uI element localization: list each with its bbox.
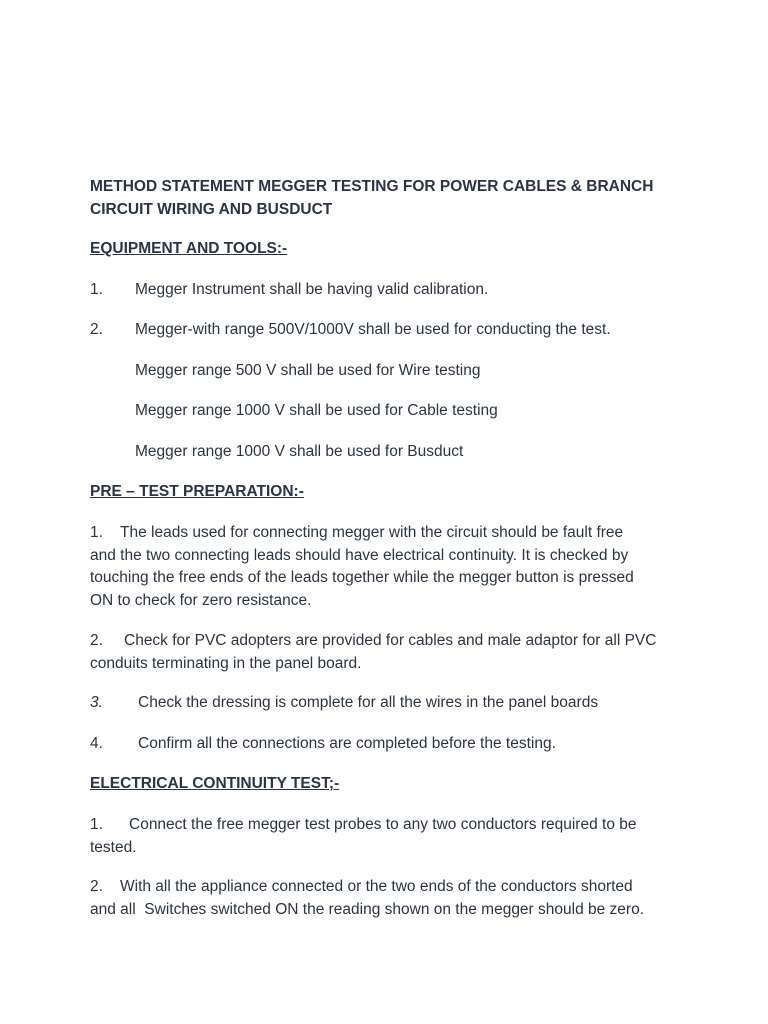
list-text: Megger Instrument shall be having valid calibration. [135, 281, 489, 298]
continuity-heading: ELECTRICAL CONTINUITY TEST;- [90, 775, 340, 792]
continuity-item-2 [90, 876, 690, 921]
list-text: Megger-with range 500V/1000V shall be used for conducting the test. [135, 321, 611, 338]
equipment-heading: EQUIPMENT AND TOOLS:- [90, 240, 288, 257]
pretest-heading: PRE – TEST PREPARATION:- [90, 483, 304, 500]
list-text-line: With all the appliance connected or the two ends of the conductors shorted [120, 878, 633, 895]
list-text-line: and all Switches switched ON the reading shown on the megger should be zero. [90, 900, 645, 918]
pretest-item-1 [90, 522, 690, 612]
pretest-item-2 [90, 630, 690, 675]
title-line-2: CIRCUIT WIRING AND BUSDUCT [90, 201, 333, 218]
list-text-line: Connect the free megger test probes to any two conductors required to be [129, 816, 637, 833]
title-line-1: METHOD STATEMENT MEGGER TESTING FOR POWER CABLES & BRANCH [90, 178, 654, 195]
list-number: 2. [90, 632, 103, 649]
megger-range-cable: Megger range 1000 V shall be used for Cable testing [135, 402, 498, 419]
list-text-line: ON to check for zero resistance. [90, 591, 312, 609]
document-title [90, 175, 690, 221]
list-number: 4. [90, 735, 103, 752]
list-text-line: The leads used for connecting megger with the circuit should be fault free [120, 524, 624, 541]
list-number: 1. [90, 816, 103, 833]
list-number: 2. [90, 878, 103, 895]
list-text-line: tested. [90, 838, 137, 856]
list-number: 1. [90, 281, 103, 298]
pretest-item-3 [90, 692, 690, 715]
list-text: Confirm all the connections are completed before the testing. [138, 735, 556, 752]
equipment-item-2 [90, 319, 690, 342]
list-text: Check the dressing is complete for all the wires in the panel boards [138, 694, 599, 711]
list-number: 3. [90, 694, 103, 711]
list-text-line: and the two connecting leads should have electrical continuity. It is checked by [90, 546, 629, 564]
list-text-line: touching the free ends of the leads together while the megger button is pressed [90, 569, 634, 586]
equipment-item-1 [90, 279, 690, 302]
list-text-line: Check for PVC adopters are provided for cables and male adaptor for all PVC [124, 632, 657, 649]
list-number: 1. [90, 524, 103, 541]
list-number: 2. [90, 321, 103, 338]
megger-range-busduct: Megger range 1000 V shall be used for Busduct [135, 443, 464, 460]
pretest-item-4 [90, 733, 690, 756]
continuity-item-1 [90, 814, 690, 859]
megger-range-wire: Megger range 500 V shall be used for Wire testing [135, 362, 481, 379]
list-text-line: conduits terminating in the panel board. [90, 654, 362, 672]
